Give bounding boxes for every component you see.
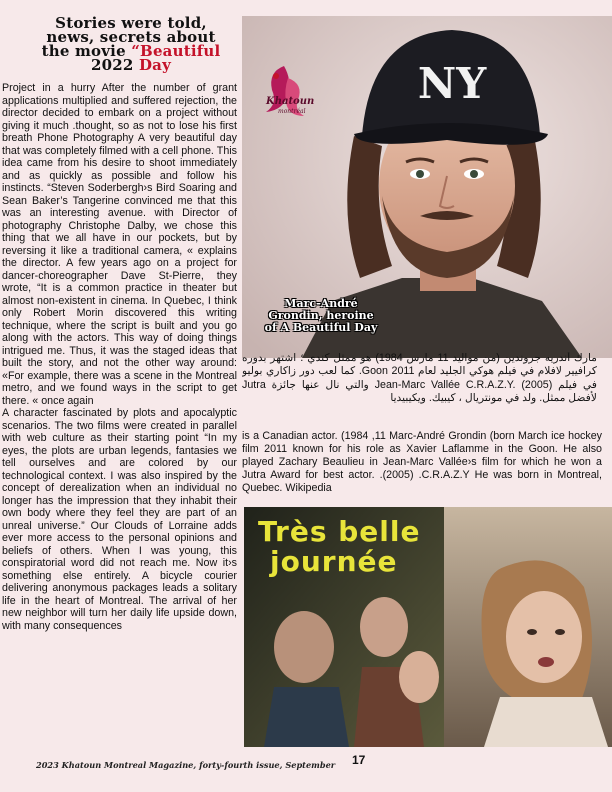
page-number: 17: [352, 753, 366, 767]
headline-line-1: Stories were told,: [55, 14, 207, 32]
logo-wordmark: Khatoun: [266, 96, 315, 107]
khatoun-logo: [254, 60, 314, 128]
logo-subtext: montréal: [278, 108, 306, 115]
khatoun-logo-mark: [254, 60, 314, 128]
headline-line-3-black: the movie: [41, 42, 132, 60]
headline-line-2: news, secrets about: [46, 28, 216, 46]
article-headline: [22, 16, 240, 72]
english-bio: is a Canadian actor. (1984 ,11 Marc-André Grondin (born March ice hockey film 2011 known for his role as Xavier Laflamme in the Goon. He also played Zachary Beaulieu in Jean-Marc Vallée›s film for which he won a Jutra Award for best actor. .(2005) .C.R.A.Z.Y He was born in Montreal, Quebec. Wikipedia: [242, 430, 602, 494]
headline-line-4-black: 2022: [90, 56, 139, 74]
article-paragraph-1: Project in a hurry After the number of grant applications multiplied and suffered rejection, the director decided to embark on a project without giving it much .thought, so as not to lose his first breath Phone Photography A very beautiful day that was completely filmed with a cell phone. This idea came from his desire to shoot immediately and as quickly as possible and follow his instincts. “Steven Soderbergh›s Bird Soaring and Sean Baker’s Tangerine convinced me that this was an interesting avenue. with Director of photography Christophe Dalby, we chose this thing that we all have in our pockets, but by reversing it like a traditional camera, « explains the director. A few years ago on a project for dancer-choreographer Dave St-Pierre, they wrote, “It is a common practice in theater but almost non-existent in cinema. In Quebec, I think only Robert Morin discovered this writing technique, where the script is built and you go along with the actors. This way of doing things intrigued me. Thus, it was the staged ideas that built the story, and not the other way around: «For example, there was a scene in the Montreal metro, and we found ways in the script to get there. « once again: [2, 82, 237, 407]
headline-line-4-red: Day: [138, 56, 172, 74]
headline-line-3-red: “Beautiful: [131, 42, 221, 60]
poster-title-line-1: Très belle: [258, 515, 421, 548]
photo-caption: Marc-André Grondin, heroine of A Beautiful Day: [264, 297, 378, 334]
article-body-left: [2, 82, 237, 742]
svg-text:NY: NY: [417, 59, 487, 108]
article-paragraph-2: A character fascinated by plots and apocalyptic scenarios. The two films were created in parallel with web culture as their starting point “In my eyes, the plots are urban legends, fantasies we tell ourselves and are colored by our technological context. I was also inspired by the concept of derealization when an individual no longer has the impression that they inhabit their own body where they feel they are part of an unreal universe.” Our Clouds of Lorraine adds ever more access to the personal opinions and beliefs of others. When I was young, this conspiratorial word did not reach me. Now it›s something else entirely. A bicycle courier delivering anonymous packages leads a solitary life in the heart of Montreal. The arrival of her new neighbor will turn her daily life upside down, with many consequences: [2, 407, 237, 632]
movie-poster: [244, 507, 612, 747]
footer-credit: 2023 Khatoun Montreal Magazine, forty-fourth issue, September: [36, 760, 336, 770]
arabic-bio: مارك أندريه جروندين (من مواليد 11 مارس 1984) هو ممثل كندي ؛ اشتهر بدوره كرافيير لافلام في فيلم هوكي الجليد لعام 2011 Goon. كما لعب دور زاكاري بوليو في فيلم Jean-Marc Vallée C.R.A.Z.Y. (2005) والتي نال عنها جائزة Jutra لأفضل ممثل. ولد في مونتريال ، كيبيك. ويكيبيديا: [242, 352, 597, 404]
poster-title-line-2: journée: [270, 545, 398, 578]
headline-line-4: [22, 58, 240, 72]
